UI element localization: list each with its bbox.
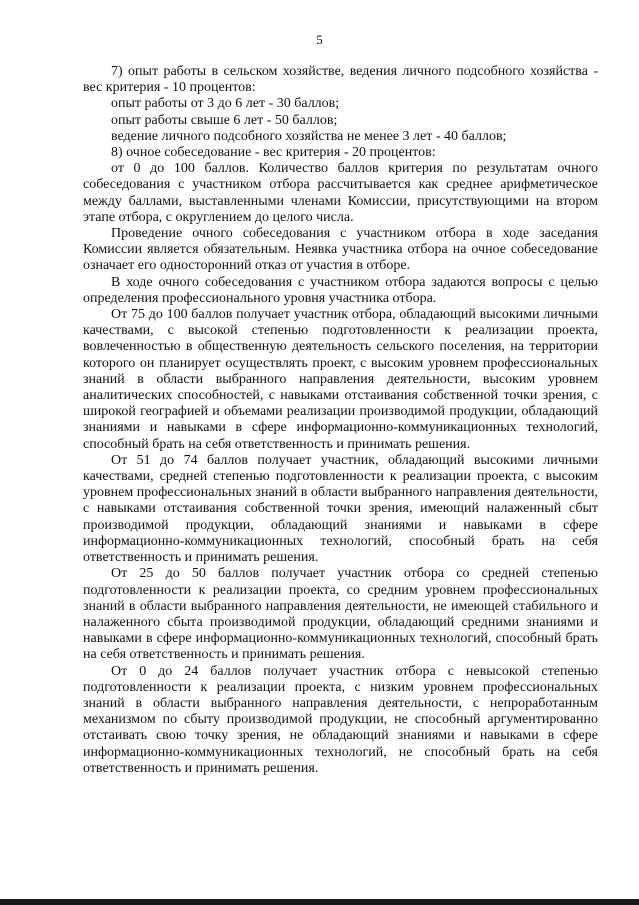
page-number: 5	[316, 32, 323, 47]
criterion-7-option-1: опыт работы от 3 до 6 лет - 30 баллов;	[111, 96, 340, 112]
criterion-7-option-2: опыт работы свыше 6 лет - 50 баллов;	[111, 112, 338, 128]
interview-mandatory-paragraph: Проведение очного собеседования с участником отбора в ходе заседания Комиссии является обязательным. Неявка участника отбора на очное собеседование означает его односторонний отказ от участия в отборе.	[83, 226, 598, 274]
document-body	[83, 64, 598, 777]
score-25-50-paragraph: От 25 до 50 баллов получает участник отбора со средней степенью подготовленности к реализации проекта, со средним уровнем профессиональных знаний в области выбранного направления деятельности, не имеющей стабильного и налаженного сбыта производимой продукции, обладающий средними знаниями и навыками в сфере информационно-коммуникационных технологий, способный брать на себя ответственность и принимать решения.	[83, 566, 598, 663]
criterion-8-scoring-paragraph: от 0 до 100 баллов. Количество баллов критерия по результатам очного собеседования с участником отбора рассчитывается как среднее арифметическое между баллами, выставленными членами Комиссии, присутствующими на втором этапе отбора, с округлением до целого числа.	[83, 161, 598, 225]
score-75-100-paragraph: От 75 до 100 баллов получает участник отбора, обладающий высокими личными качествами, с высокой степенью подготовленности к реализации проекта, вовлеченностью в общественную деятельность сельского поселения, на территории которого он планирует осуществлять проект, с высоким уровнем профессиональных знаний в области выбранного направления деятельности, высоким уровнем аналитических способностей, с навыками отстаивания собственной точки зрения, с широкой географией и объемами реализации производимой продукции, обладающий знаниями и навыками в сфере информационно-коммуникационных технологий, способный брать на себя ответственность и принимать решения.	[83, 307, 598, 452]
criterion-7-paragraph: 7) опыт работы в сельском хозяйстве, ведения личного подсобного хозяйства - вес критерия - 10 процентов:	[83, 64, 598, 96]
criterion-7-option-3: ведение личного подсобного хозяйства не менее 3 лет - 40 баллов;	[111, 128, 507, 144]
score-51-74-paragraph: От 51 до 74 баллов получает участник, обладающий высокими личными качествами, средней степенью подготовленности к реализации проекта, с высоким уровнем профессиональных знаний в области выбранного направления деятельности, с навыками отстаивания собственной точки зрения, имеющий налаженный сбыт производимой продукции, обладающий знаниями и навыками в сфере информационно-коммуникационных технологий, способный брать на себя ответственность и принимать решения.	[83, 452, 598, 566]
score-0-24-paragraph: От 0 до 24 баллов получает участник отбора с невысокой степенью подготовленности к реализации проекта, с низким уровнем профессиональных знаний в области выбранного направления деятельности, с непроработанным механизмом по сбыту производимой продукции, не способный аргументированно отстаивать свою точку зрения, не обладающий знаниями и навыками в сфере информационно-коммуникационных технологий, не способный брать на себя ответственность и принимать решения.	[83, 663, 598, 776]
interview-questions-paragraph: В ходе очного собеседования с участником отбора задаются вопросы с целью определения профессионального уровня участника отбора.	[83, 274, 598, 306]
bottom-edge-bar	[0, 899, 639, 905]
criterion-8-paragraph: 8) очное собеседование - вес критерия - 20 процентов:	[111, 145, 436, 161]
